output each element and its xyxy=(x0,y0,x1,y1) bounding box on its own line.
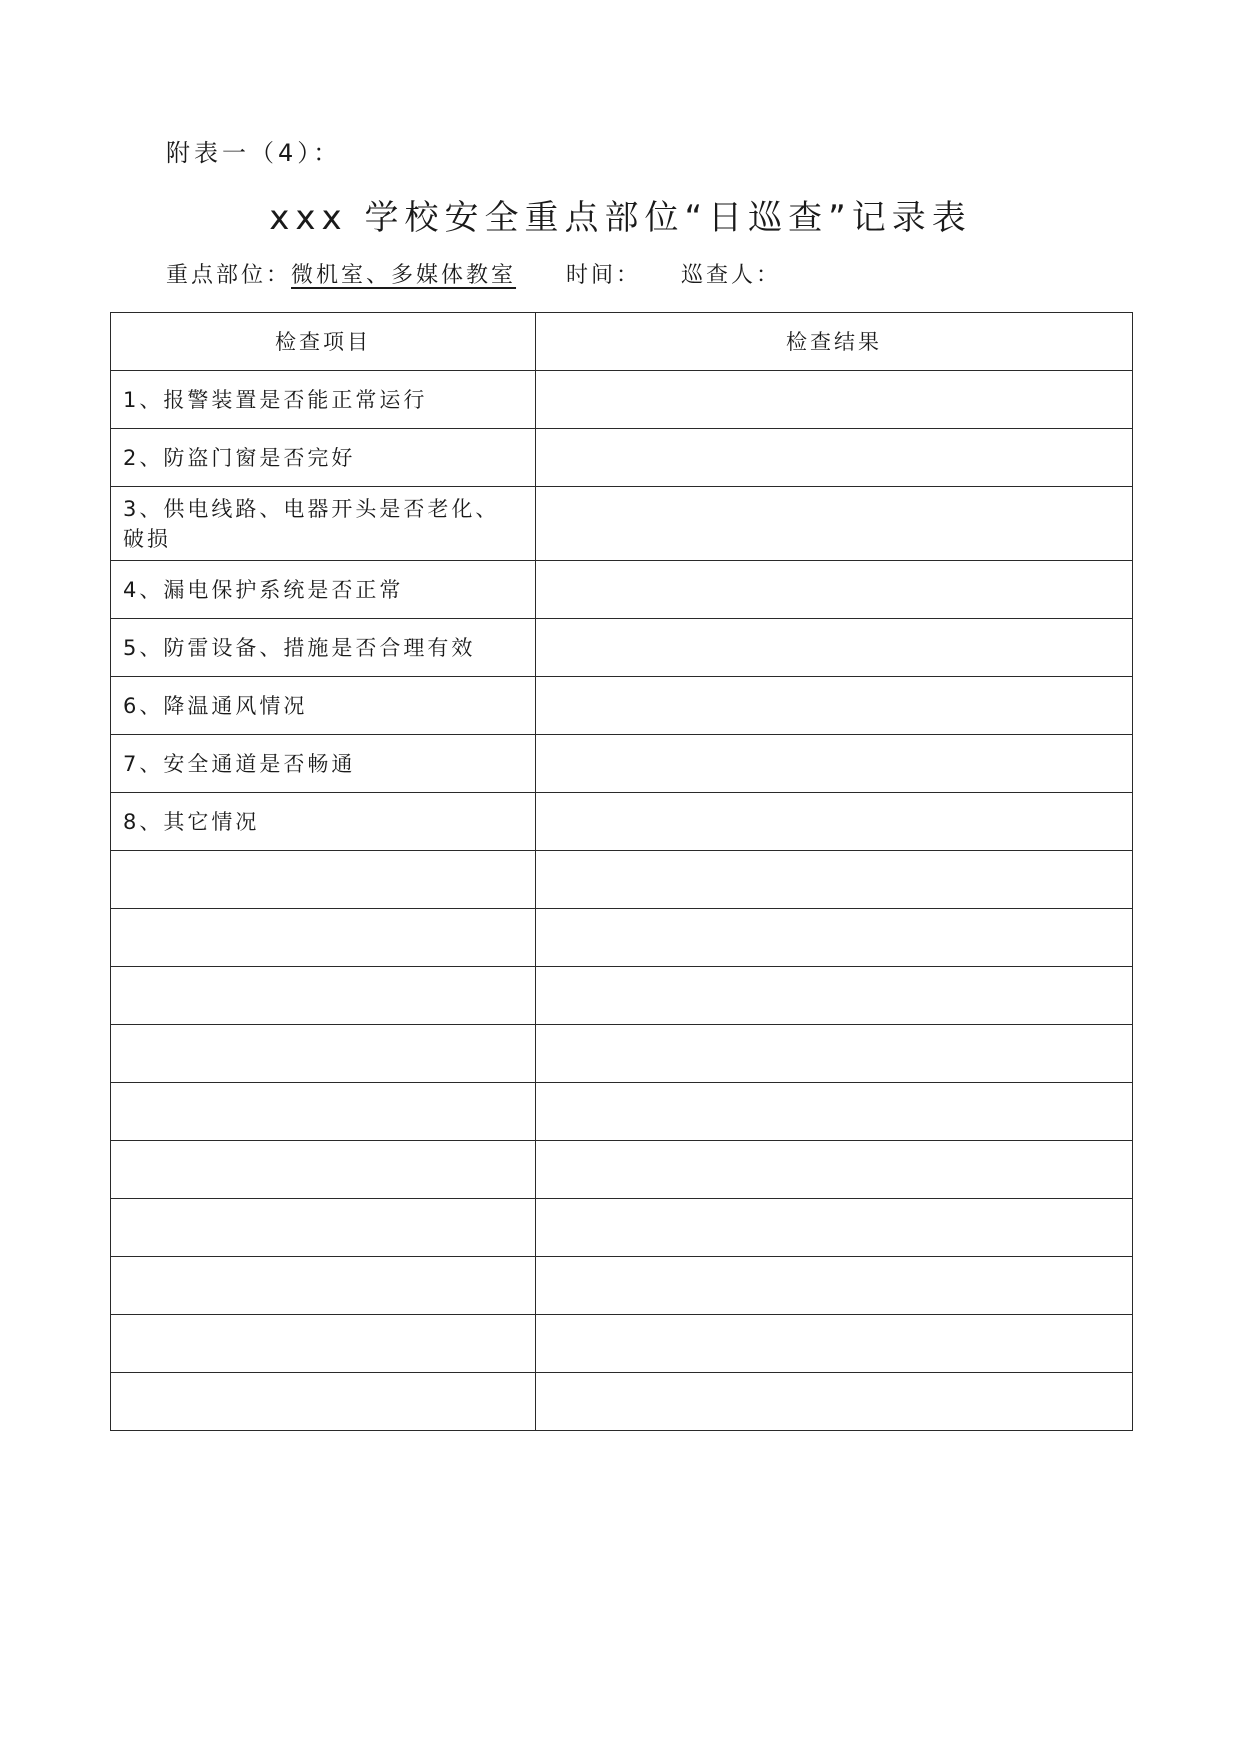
item-cell: 2、防盗门窗是否完好 xyxy=(111,429,536,487)
result-cell[interactable] xyxy=(536,619,1133,677)
item-cell: 8、其它情况 xyxy=(111,793,536,851)
item-cell: 6、降温通风情况 xyxy=(111,677,536,735)
info-line xyxy=(166,258,781,289)
annex-label: 附表一（4）： xyxy=(166,139,342,167)
result-cell[interactable] xyxy=(536,1083,1133,1141)
item-cell[interactable] xyxy=(111,1315,536,1373)
table-row xyxy=(111,429,1133,487)
item-cell: 1、报警装置是否能正常运行 xyxy=(111,371,536,429)
table-row xyxy=(111,1257,1133,1315)
result-cell[interactable] xyxy=(536,561,1133,619)
result-cell[interactable] xyxy=(536,429,1133,487)
result-cell[interactable] xyxy=(536,371,1133,429)
inspector-label: 巡查人： xyxy=(681,263,782,288)
item-cell: 3、供电线路、电器开头是否老化、破损 xyxy=(111,487,536,561)
result-cell[interactable] xyxy=(536,1141,1133,1199)
table-row xyxy=(111,1199,1133,1257)
location-value: 微机室、多媒体教室 xyxy=(291,263,517,288)
header-item: 检查项目 xyxy=(111,313,536,371)
item-cell[interactable] xyxy=(111,1373,536,1431)
result-cell[interactable] xyxy=(536,1373,1133,1431)
table-row xyxy=(111,967,1133,1025)
item-cell: 4、漏电保护系统是否正常 xyxy=(111,561,536,619)
table-row xyxy=(111,487,1133,561)
item-cell[interactable] xyxy=(111,1083,536,1141)
table-row xyxy=(111,1141,1133,1199)
header-result: 检查结果 xyxy=(536,313,1133,371)
result-cell[interactable] xyxy=(536,793,1133,851)
result-cell[interactable] xyxy=(536,1315,1133,1373)
result-cell[interactable] xyxy=(536,487,1133,561)
table-row xyxy=(111,619,1133,677)
item-cell[interactable] xyxy=(111,1257,536,1315)
table-row xyxy=(111,371,1133,429)
table-row xyxy=(111,851,1133,909)
result-cell[interactable] xyxy=(536,677,1133,735)
result-cell[interactable] xyxy=(536,1025,1133,1083)
item-cell: 5、防雷设备、措施是否合理有效 xyxy=(111,619,536,677)
table-row xyxy=(111,1083,1133,1141)
item-cell[interactable] xyxy=(111,1199,536,1257)
table-row xyxy=(111,735,1133,793)
table-row xyxy=(111,1373,1133,1431)
table-row xyxy=(111,909,1133,967)
result-cell[interactable] xyxy=(536,909,1133,967)
time-label: 时间： xyxy=(566,263,642,288)
result-cell[interactable] xyxy=(536,851,1133,909)
item-cell[interactable] xyxy=(111,1025,536,1083)
result-cell[interactable] xyxy=(536,735,1133,793)
item-cell: 7、安全通道是否畅通 xyxy=(111,735,536,793)
location-label: 重点部位： xyxy=(166,263,292,288)
table-row xyxy=(111,793,1133,851)
result-cell[interactable] xyxy=(536,1257,1133,1315)
document-title: xxx 学校安全重点部位“日巡查”记录表 xyxy=(269,198,972,238)
item-cell[interactable] xyxy=(111,909,536,967)
item-cell[interactable] xyxy=(111,1141,536,1199)
item-cell[interactable] xyxy=(111,967,536,1025)
result-cell[interactable] xyxy=(536,1199,1133,1257)
table-row xyxy=(111,1315,1133,1373)
table-row xyxy=(111,677,1133,735)
result-cell[interactable] xyxy=(536,967,1133,1025)
table-header-row xyxy=(111,313,1133,371)
table-row xyxy=(111,561,1133,619)
table-row xyxy=(111,1025,1133,1083)
inspection-table xyxy=(110,312,1133,1431)
item-cell[interactable] xyxy=(111,851,536,909)
